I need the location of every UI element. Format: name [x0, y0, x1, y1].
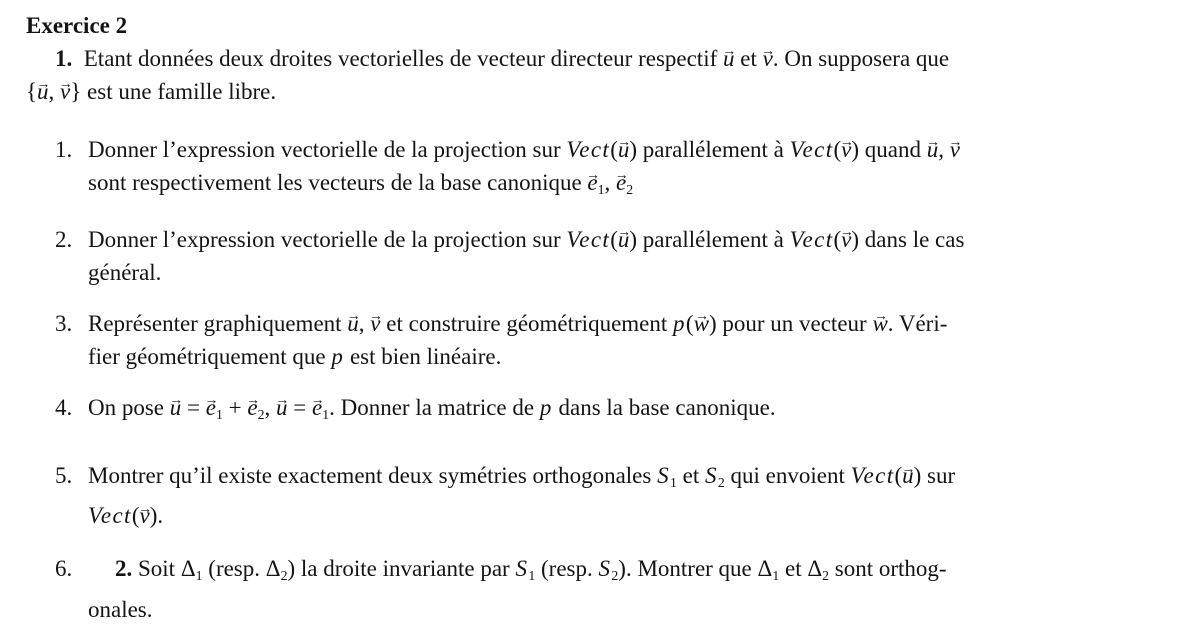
item-text-4 — [88, 391, 1175, 431]
item-text-1 — [88, 133, 1175, 206]
subscript: 1 — [669, 475, 677, 491]
text-run: sont orthog- — [829, 556, 947, 582]
subscript: 2 — [626, 182, 634, 198]
text-run: } est une famille libre. — [70, 79, 277, 104]
text-run: S — [598, 556, 612, 582]
vector-symbol: u → — [170, 391, 182, 424]
vector-symbol: u → — [723, 42, 735, 75]
vector-symbol: u → — [902, 459, 914, 492]
text-run: Soit — [132, 556, 181, 582]
question-item-3 — [55, 307, 1175, 373]
text-run: , — [358, 311, 371, 337]
text-run: Δ — [807, 556, 823, 582]
question-item-6 — [55, 552, 1175, 625]
item-number-5: 5. — [55, 463, 73, 489]
vector-symbol: v → — [763, 42, 773, 75]
vector-symbol: e → — [312, 391, 322, 424]
text-run: = — [287, 395, 312, 421]
vector-symbol: v → — [370, 307, 380, 340]
item-number-1: 1. — [55, 137, 73, 162]
item-text-6 — [88, 552, 1175, 625]
subscript: 1 — [772, 568, 780, 584]
text-run: On pose — [88, 395, 170, 421]
text-run: ( — [833, 137, 842, 162]
subscript: 2 — [280, 568, 288, 584]
vector-symbol: e → — [587, 166, 597, 199]
text-run: ( — [685, 311, 694, 337]
subscript: 1 — [528, 568, 536, 584]
text-run: ). — [149, 503, 164, 529]
vector-symbol: v → — [841, 133, 851, 166]
text-run: ). Montrer que — [618, 556, 758, 582]
vector-symbol: u → — [927, 133, 939, 166]
text-run: p — [539, 395, 553, 421]
text-run: ( — [610, 227, 618, 253]
vector-symbol: e → — [616, 166, 626, 199]
text-run: et — [779, 556, 808, 582]
subscript: 2 — [257, 407, 265, 423]
text-run: S — [705, 463, 718, 489]
text-run: { — [26, 79, 38, 104]
subscript: 1 — [597, 182, 605, 198]
text-run: Représenter graphiquement — [88, 311, 348, 337]
text-run: Vect — [566, 227, 611, 253]
text-run: = — [181, 395, 206, 421]
intro-paragraph — [26, 42, 1175, 108]
item-5-line-2 — [88, 499, 1175, 532]
item-2-line-1 — [88, 223, 1175, 256]
text-run: Vect — [789, 137, 834, 162]
vector-symbol: v → — [950, 133, 960, 166]
subscript: 2 — [611, 568, 619, 584]
text-run: ( — [131, 503, 140, 529]
text-run: Vect — [88, 503, 132, 529]
text-run: et — [734, 46, 763, 71]
text-run: S — [515, 556, 529, 582]
text-run: et — [676, 463, 705, 489]
item-2-line-2 — [88, 256, 1175, 289]
text-run: 1. — [55, 46, 73, 71]
text-run: p — [673, 311, 686, 337]
vector-symbol: e → — [247, 391, 257, 424]
vector-symbol: u → — [37, 75, 49, 108]
text-run: Donner l’expression vectorielle de la projection sur — [88, 137, 567, 162]
item-6-line-1 — [88, 552, 1175, 592]
subscript: 1 — [195, 568, 203, 584]
item-3-line-1 — [88, 307, 1175, 340]
vector-symbol: v → — [60, 75, 70, 108]
vector-symbol: v → — [841, 223, 851, 256]
text-run: ) pour un vecteur — [708, 311, 873, 337]
text-run: , — [938, 137, 950, 162]
item-5-line-1 — [88, 459, 1175, 499]
text-run: Vect — [850, 463, 895, 489]
text-run: , — [264, 395, 276, 421]
item-number-3: 3. — [55, 311, 73, 337]
item-3-line-2 — [88, 340, 1175, 373]
text-run: ) parallélement à — [629, 137, 790, 162]
text-run: et construire géométriquement — [380, 311, 674, 337]
subscript: 2 — [717, 475, 725, 491]
text-run: Δ — [180, 556, 196, 582]
text-run: Vect — [789, 227, 834, 253]
text-run: sont respectivement les vecteurs de la base canonique — [88, 170, 588, 195]
vector-symbol: u → — [618, 133, 630, 166]
text-run: qui envoient — [724, 463, 851, 489]
item-number-2: 2. — [55, 227, 73, 253]
vector-symbol: e → — [206, 391, 216, 424]
text-run: ) parallélement à — [629, 227, 790, 253]
text-run: Donner l’expression vectorielle de la projection sur — [88, 227, 567, 253]
text-run: . Véri- — [887, 311, 948, 337]
text-run: + — [222, 395, 248, 421]
item-4-line-1 — [88, 391, 1175, 431]
text-run: ) la droite invariante par — [287, 556, 516, 582]
text-run: onales. — [88, 596, 153, 622]
vector-symbol: u → — [618, 223, 630, 256]
vector-symbol: w → — [694, 307, 709, 340]
subscript: 2 — [822, 568, 830, 584]
item-1-line-1 — [88, 133, 1175, 166]
text-run: général. — [88, 260, 162, 286]
exercise-title: Exercice 2 — [26, 13, 128, 38]
text-run: , — [604, 170, 617, 195]
text-run: Δ — [757, 556, 773, 582]
text-run: . On supposera que — [772, 46, 950, 71]
text-run: ) sur — [913, 463, 956, 489]
item-number-4: 4. — [55, 395, 73, 421]
text-run: Δ — [265, 556, 281, 582]
question-list — [55, 133, 1175, 626]
item-text-3 — [88, 307, 1175, 373]
text-run: fier géométriquement que — [88, 344, 332, 370]
vector-symbol: u → — [276, 391, 288, 424]
item-number-6: 6. — [55, 556, 73, 582]
text-run: Vect — [566, 137, 611, 162]
question-item-2 — [55, 223, 1175, 289]
item-text-5 — [88, 459, 1175, 532]
text-run: ( — [894, 463, 903, 489]
text-run: ) quand — [851, 137, 927, 162]
text-run: 2. — [115, 556, 133, 582]
intro-line-1 — [26, 42, 1175, 75]
vector-symbol: w → — [872, 307, 887, 340]
text-run: ( — [833, 227, 842, 253]
question-item-5 — [55, 459, 1175, 532]
subscript: 1 — [215, 407, 223, 423]
text-run: p — [331, 344, 345, 370]
text-run: dans la base canonique. — [552, 395, 776, 421]
subscript: 1 — [322, 407, 330, 423]
text-run: S — [657, 463, 670, 489]
question-item-1 — [55, 133, 1175, 206]
item-text-2 — [88, 223, 1175, 289]
item-1-line-2 — [88, 166, 1175, 206]
text-run: (resp. — [535, 556, 599, 582]
item-6-line-2 — [88, 593, 1175, 626]
question-item-4 — [55, 391, 1175, 431]
vector-symbol: u → — [347, 307, 359, 340]
text-run: Etant données deux droites vectorielles de vecteur directeur respectif — [72, 46, 723, 71]
text-run: . Donner la matrice de — [329, 395, 540, 421]
text-run: ( — [610, 137, 618, 162]
text-run: Montrer qu’il existe exactement deux symétries orthogonales — [88, 463, 658, 489]
vector-symbol: v → — [140, 499, 150, 532]
text-run: est bien linéaire. — [344, 344, 502, 370]
text-run: ) dans le cas — [851, 227, 965, 253]
text-run: , — [48, 79, 61, 104]
intro-line-2 — [26, 75, 1175, 108]
text-run: (resp. — [202, 556, 266, 582]
